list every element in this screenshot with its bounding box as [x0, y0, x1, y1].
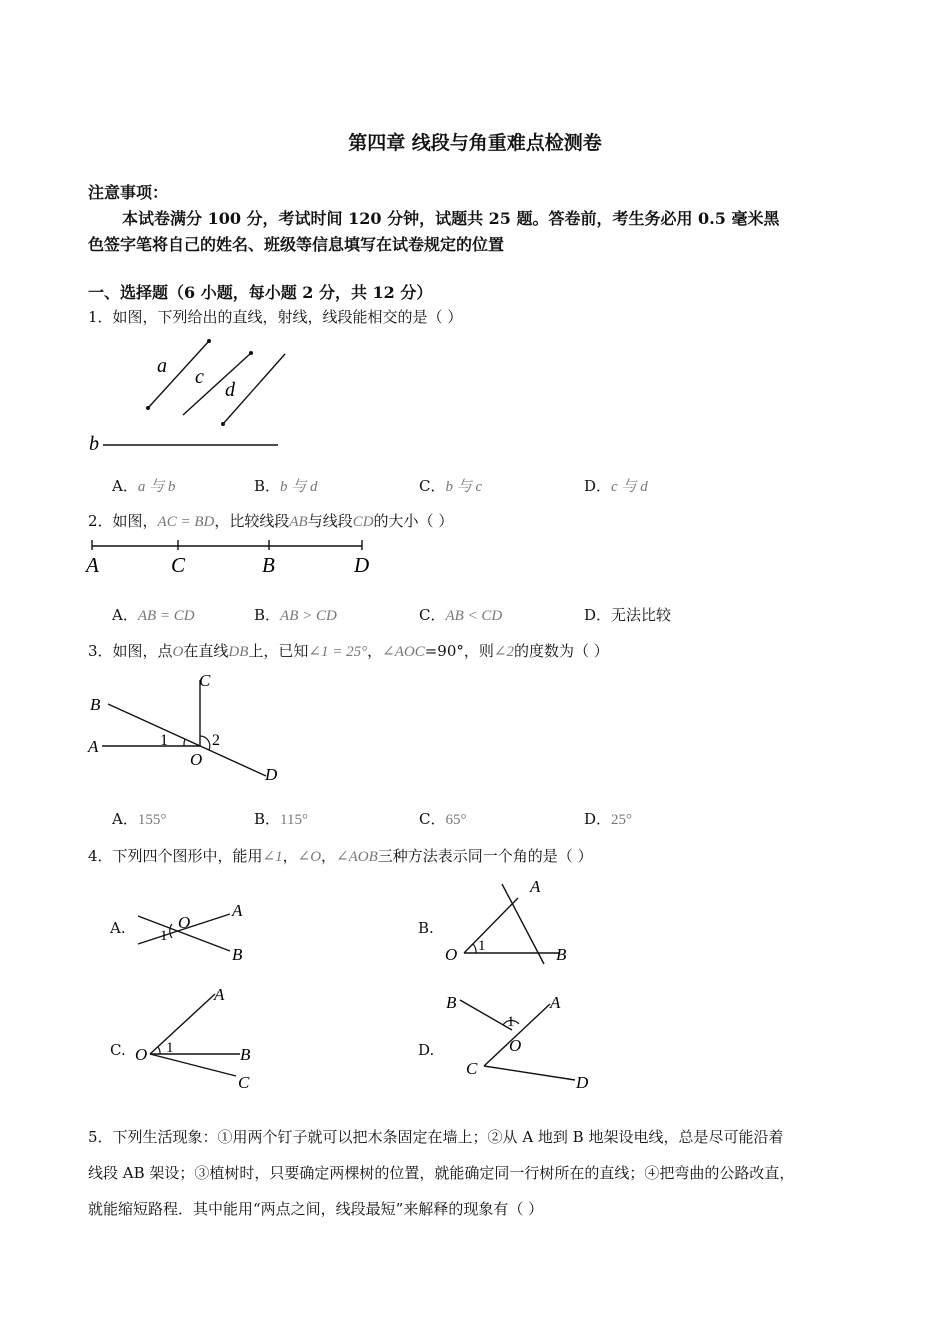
- label-d: d: [225, 379, 235, 401]
- q2-option-d[interactable]: D．无法比较: [584, 606, 672, 624]
- label-a: a: [157, 355, 167, 377]
- q4-option-c-figure[interactable]: [130, 984, 260, 1094]
- label-angle-1: 1: [166, 1040, 174, 1056]
- label-B: B: [240, 1045, 251, 1064]
- notice-line-2: 色签字笔将自己的姓名、班级等信息填写在试卷规定的位置: [88, 235, 505, 254]
- q1-option-d[interactable]: [584, 475, 648, 496]
- ray-oa: [464, 898, 518, 953]
- label-A: A: [214, 985, 225, 1004]
- ray-oa: [150, 994, 215, 1054]
- question-3-stem: 3．如图，点O在直线DB上，已知∠1 = 25°，∠AOC=90°，则∠2的度数为（ ）: [88, 642, 609, 660]
- endpoint-dot: [146, 406, 150, 410]
- section-heading: 一、选择题（6 小题，每小题 2 分，共 12 分）: [88, 283, 433, 302]
- option-text: a 与 b: [137, 479, 176, 495]
- q4-option-a-letter[interactable]: A.: [110, 919, 126, 937]
- option-text: c 与 d: [611, 479, 648, 495]
- q3-option-a[interactable]: A．155°: [112, 810, 167, 828]
- label-O: O: [445, 945, 458, 964]
- label-C: C: [199, 671, 211, 690]
- q1-option-c[interactable]: [419, 475, 482, 496]
- label-B: B: [446, 993, 457, 1012]
- q4-option-b-letter[interactable]: B.: [418, 919, 434, 937]
- q3-option-c[interactable]: C．65°: [419, 810, 467, 828]
- question-1-stem: 1．如图，下列给出的直线，射线，线段能相交的是（ ）: [88, 308, 463, 326]
- label-b: b: [89, 433, 99, 455]
- ray-oc: [150, 1054, 236, 1076]
- q1-option-a[interactable]: [112, 475, 175, 496]
- q1-option-b[interactable]: [254, 475, 318, 496]
- endpoint-dot: [207, 339, 211, 343]
- ray-c: [183, 353, 251, 415]
- option-letter: C．: [419, 477, 446, 495]
- label-O: O: [190, 750, 203, 769]
- label-D: D: [265, 765, 278, 784]
- page-title: 第四章 线段与角重难点检测卷: [348, 132, 602, 154]
- label-O: O: [178, 913, 191, 932]
- label-angle-1: 1: [478, 938, 486, 954]
- q2-option-b[interactable]: B．AB > CD: [254, 606, 337, 624]
- label-D: D: [576, 1073, 589, 1092]
- label-c: c: [195, 366, 204, 388]
- line-ca: [484, 1004, 550, 1066]
- label-C: C: [238, 1073, 250, 1092]
- label-O: O: [509, 1036, 522, 1055]
- label-C: C: [171, 553, 186, 577]
- question-2-figure: [82, 536, 382, 580]
- transversal-line: [502, 884, 544, 964]
- question-5-line-2: 线段 AB 架设；③植树时，只要确定两棵树的位置，就能确定同一行树所在的直线；④把弯曲的公路改直，: [88, 1164, 795, 1182]
- segment-bo: [460, 1000, 512, 1030]
- angle-1-arc: [170, 924, 172, 938]
- question-5-line-1: 5．下列生活现象：①用两个钉子就可以把木条固定在墙上；②从 A 地到 B 地架设电线，总是尽可能沿着: [88, 1128, 784, 1146]
- q2-option-c[interactable]: C．AB < CD: [419, 606, 503, 624]
- label-angle-2: 2: [212, 732, 220, 749]
- notice-line-1: 本试卷满分 100 分，考试时间 120 分钟，试题共 25 题。答卷前，考生务必用 0.5 毫米黑: [122, 209, 780, 228]
- q4-option-b-figure[interactable]: [440, 876, 580, 968]
- label-B: B: [556, 945, 567, 964]
- question-3-figure: [82, 668, 302, 788]
- q3-option-b[interactable]: B．115°: [254, 810, 308, 828]
- option-text: b 与 c: [445, 479, 483, 495]
- label-angle-1: 1: [160, 732, 168, 749]
- question-5-line-3: 就能缩短路程．其中能用“两点之间，线段最短”来解释的现象有（ ）: [88, 1200, 544, 1218]
- option-letter: B．: [254, 477, 281, 495]
- question-2-stem: 2．如图，AC = BD，比较线段AB与线段CD的大小（ ）: [88, 512, 454, 530]
- q4-option-d-letter[interactable]: D.: [418, 1041, 435, 1059]
- angle-1-arc: [158, 1047, 160, 1054]
- angle-1-arc: [473, 944, 476, 953]
- angle-1-arc: [184, 739, 185, 746]
- label-B: B: [262, 553, 275, 577]
- label-A: A: [232, 901, 243, 920]
- label-A: A: [530, 877, 541, 896]
- question-1-figure: [85, 330, 315, 460]
- label-C: C: [466, 1059, 478, 1078]
- label-B: B: [232, 945, 243, 964]
- label-angle-1: 1: [160, 928, 168, 944]
- q3-option-d[interactable]: D．25°: [584, 810, 633, 828]
- q2-option-a[interactable]: A．AB = CD: [112, 606, 195, 624]
- label-O: O: [135, 1045, 148, 1064]
- q4-option-a-figure[interactable]: [130, 896, 260, 968]
- notice-heading: 注意事项：: [88, 183, 169, 202]
- option-text: b 与 d: [280, 479, 318, 495]
- q4-option-d-figure[interactable]: [440, 988, 600, 1094]
- question-4-stem: 4．下列四个图形中，能用∠1，∠O，∠AOB三种方法表示同一个角的是（ ）: [88, 847, 593, 865]
- line-bd: [108, 704, 266, 776]
- option-letter: A．: [112, 477, 138, 495]
- label-A: A: [550, 993, 561, 1012]
- label-angle-1: 1: [507, 1014, 515, 1030]
- label-B: B: [90, 695, 101, 714]
- ray-cd: [484, 1066, 575, 1080]
- label-A: A: [88, 737, 99, 756]
- q4-option-c-letter[interactable]: C.: [110, 1041, 126, 1059]
- label-D: D: [354, 553, 370, 577]
- option-letter: D．: [584, 477, 612, 495]
- endpoint-dot: [221, 422, 225, 426]
- label-A: A: [86, 553, 99, 577]
- endpoint-dot: [249, 351, 253, 355]
